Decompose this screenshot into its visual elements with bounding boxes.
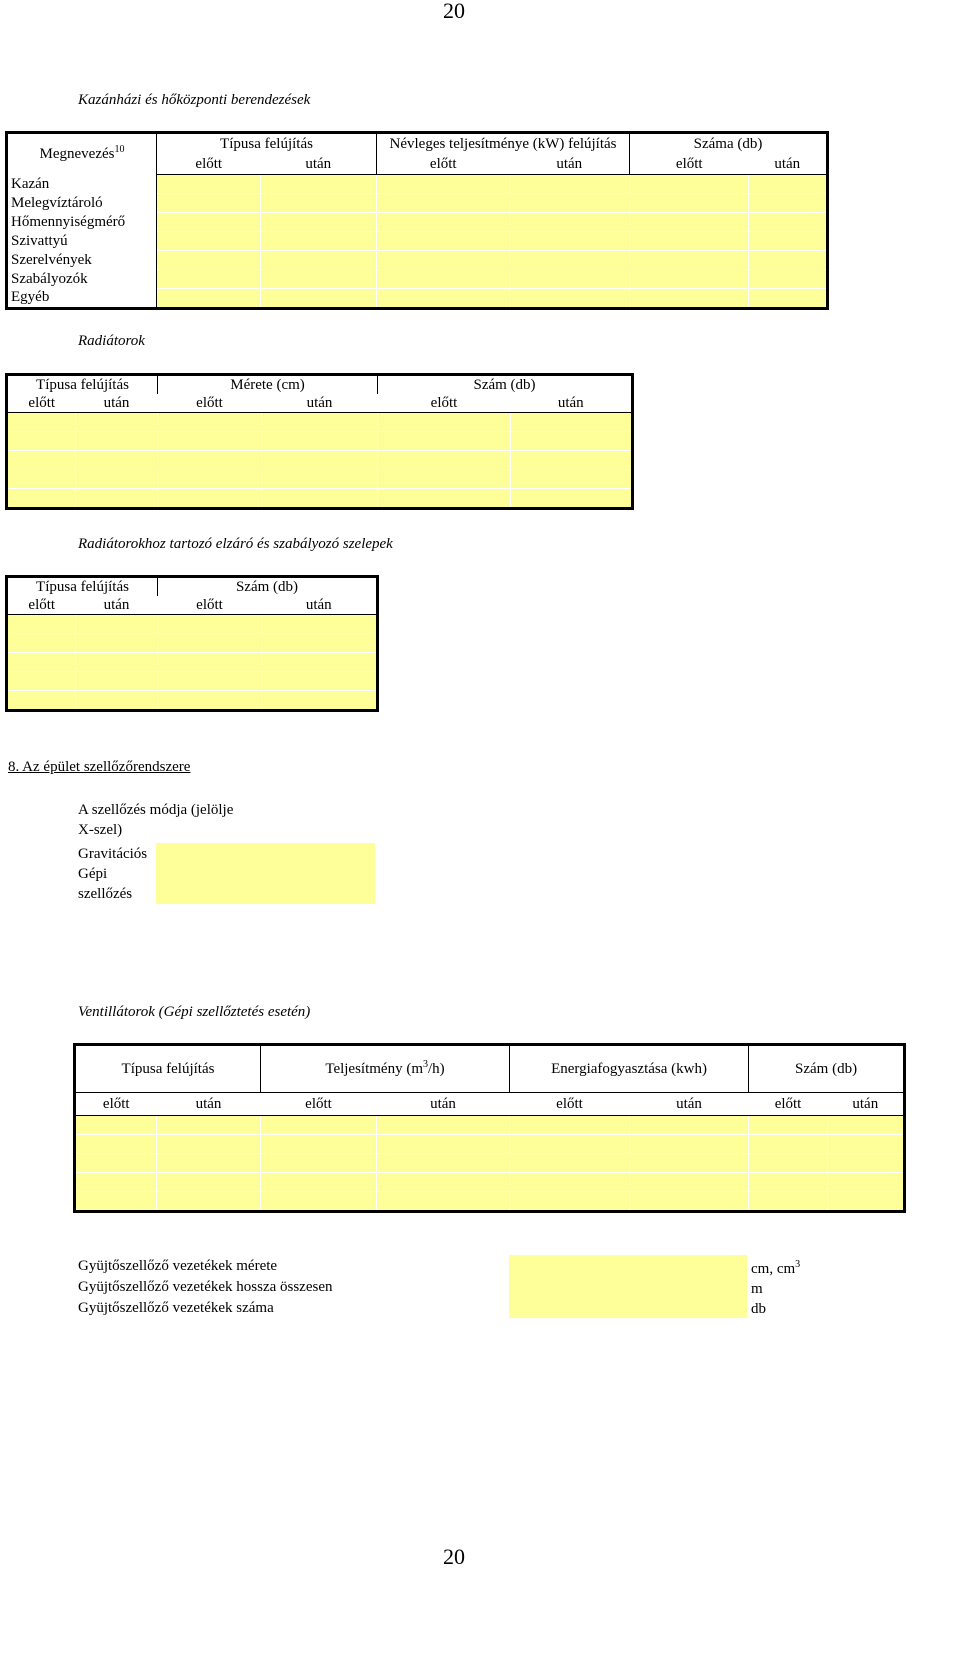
input-cell[interactable]	[510, 212, 630, 231]
fans-sub-header: után	[157, 1093, 261, 1116]
radiators-sub-header: után	[262, 394, 378, 413]
boiler-table	[5, 131, 829, 310]
input-cell[interactable]	[511, 489, 633, 509]
input-cell[interactable]	[510, 1192, 630, 1212]
gravity-ventilation-field[interactable]	[156, 843, 375, 863]
boiler-body	[7, 174, 828, 308]
input-cell[interactable]	[7, 413, 76, 432]
input-cell[interactable]	[75, 1154, 157, 1173]
input-cell[interactable]	[749, 288, 828, 308]
input-cell[interactable]	[510, 250, 630, 269]
input-cell[interactable]	[630, 288, 749, 308]
input-cell[interactable]	[75, 1116, 157, 1135]
input-cell[interactable]	[76, 691, 158, 711]
input-cell[interactable]	[261, 212, 377, 231]
duct-length-unit: m	[751, 1281, 763, 1297]
input-cell[interactable]	[749, 1116, 828, 1135]
input-cell[interactable]	[377, 250, 510, 269]
duct-count-field[interactable]	[509, 1297, 747, 1318]
mechanical-ventilation-label: Gépi	[78, 866, 108, 882]
fans-group-type: Típusa felújítás	[75, 1045, 261, 1093]
input-cell[interactable]	[828, 1154, 905, 1173]
input-cell[interactable]	[749, 193, 828, 212]
table-row	[7, 174, 828, 193]
input-cell[interactable]	[377, 1173, 510, 1192]
valves-section-title: Radiátorokhoz tartozó elzáró és szabályozó szelepek	[78, 536, 393, 552]
radiators-body	[7, 413, 633, 509]
input-cell[interactable]	[157, 1116, 261, 1135]
duct-length-field[interactable]	[509, 1276, 747, 1297]
input-cell[interactable]	[510, 269, 630, 288]
input-cell[interactable]	[377, 212, 510, 231]
input-cell[interactable]	[630, 1135, 749, 1154]
input-cell[interactable]	[377, 288, 510, 308]
table-row	[7, 451, 633, 470]
input-cell[interactable]	[158, 413, 262, 432]
input-cell[interactable]	[828, 1173, 905, 1192]
table-row	[7, 413, 633, 432]
input-cell[interactable]	[157, 174, 261, 193]
valves-sub-header: előtt	[7, 596, 76, 615]
table-row	[7, 691, 378, 711]
boiler-section-title: Kazánházi és hőközponti berendezések	[78, 92, 311, 108]
input-cell[interactable]	[749, 231, 828, 250]
fans-table	[73, 1043, 906, 1213]
input-cell[interactable]	[261, 174, 377, 193]
input-cell[interactable]	[377, 269, 510, 288]
radiators-group-type: Típusa felújítás	[7, 375, 158, 395]
radiators-sub-header: előtt	[158, 394, 262, 413]
table-row	[7, 231, 828, 250]
input-cell[interactable]	[510, 193, 630, 212]
input-cell[interactable]	[511, 451, 633, 470]
input-cell[interactable]	[262, 653, 378, 672]
fans-group-performance: Teljesítmény $(m^3/h)$	[261, 1045, 510, 1093]
boiler-sub-header: előtt	[630, 154, 749, 174]
radiators-group-size: Mérete (cm)	[158, 375, 378, 395]
input-cell[interactable]	[630, 1116, 749, 1135]
input-cell[interactable]	[261, 269, 377, 288]
input-cell[interactable]	[261, 250, 377, 269]
gravity-ventilation-label: Gravitációs	[78, 846, 148, 862]
input-cell[interactable]	[378, 489, 511, 509]
table-row	[75, 1116, 905, 1135]
table-row	[7, 615, 378, 634]
input-cell[interactable]	[630, 231, 749, 250]
input-cell[interactable]	[7, 634, 76, 653]
input-cell[interactable]	[262, 691, 378, 711]
duct-size-label: Gyüjtőszellőző vezetékek mérete	[78, 1258, 278, 1274]
input-cell[interactable]	[157, 1154, 261, 1173]
input-cell[interactable]	[630, 1154, 749, 1173]
fans-section-title: Ventillátorok (Gépi szellőztetés esetén)	[78, 1004, 311, 1020]
input-cell[interactable]	[510, 174, 630, 193]
duct-count-unit: db	[751, 1301, 766, 1317]
fans-sub-header: előtt	[749, 1093, 828, 1116]
row-label: Hőmennyiségmérő	[7, 212, 157, 231]
input-cell[interactable]	[7, 470, 76, 489]
input-cell[interactable]	[157, 288, 261, 308]
input-cell[interactable]	[630, 1192, 749, 1212]
input-cell[interactable]	[7, 672, 76, 691]
valves-body	[7, 615, 378, 711]
input-cell[interactable]	[7, 451, 76, 470]
radiators-section-title: Radiátorok	[78, 333, 145, 349]
input-cell[interactable]	[76, 470, 158, 489]
input-cell[interactable]	[261, 1135, 377, 1154]
input-cell[interactable]	[158, 615, 262, 634]
boiler-sub-header: előtt	[157, 154, 261, 174]
valves-group-type: Típusa felújítás	[7, 577, 158, 597]
input-cell[interactable]	[828, 1135, 905, 1154]
input-cell[interactable]	[262, 615, 378, 634]
table-row	[7, 634, 378, 653]
input-cell[interactable]	[7, 615, 76, 634]
table-row	[7, 250, 828, 269]
input-cell[interactable]	[75, 1192, 157, 1212]
mechanical-ventilation-label: szellőzés	[78, 886, 133, 902]
input-cell[interactable]	[377, 1192, 510, 1212]
table-row	[7, 672, 378, 691]
input-cell[interactable]	[262, 470, 378, 489]
input-cell[interactable]	[158, 451, 262, 470]
page-number-top: 20	[443, 0, 465, 23]
table-row	[75, 1154, 905, 1173]
input-cell[interactable]	[828, 1192, 905, 1212]
valves-sub-header: után	[262, 596, 378, 615]
input-cell[interactable]	[749, 250, 828, 269]
input-cell[interactable]	[630, 1173, 749, 1192]
radiators-group-count: Szám (db)	[473, 377, 536, 393]
input-cell[interactable]	[510, 288, 630, 308]
input-cell[interactable]	[76, 413, 158, 432]
table-row	[75, 1192, 905, 1212]
duct-size-field[interactable]	[509, 1255, 747, 1276]
input-cell[interactable]	[262, 451, 378, 470]
input-cell[interactable]	[261, 1173, 377, 1192]
table-row	[75, 1173, 905, 1192]
input-cell[interactable]	[158, 489, 262, 509]
fans-sub-header: után	[377, 1093, 510, 1116]
table-row	[7, 193, 828, 212]
input-cell[interactable]	[157, 1135, 261, 1154]
input-cell[interactable]	[158, 653, 262, 672]
radiators-table	[5, 373, 634, 510]
row-label: Kazán	[7, 174, 157, 193]
input-cell[interactable]	[157, 193, 261, 212]
boiler-name-header: Megnevezés$^{10}$	[7, 133, 157, 175]
input-cell[interactable]	[75, 1135, 157, 1154]
input-cell[interactable]	[511, 470, 633, 489]
input-cell[interactable]	[158, 691, 262, 711]
input-cell[interactable]	[511, 432, 633, 451]
input-cell[interactable]	[261, 1192, 377, 1212]
input-cell[interactable]	[378, 470, 511, 489]
input-cell[interactable]	[261, 193, 377, 212]
input-cell[interactable]	[630, 174, 749, 193]
input-cell[interactable]	[262, 413, 378, 432]
fans-group-energy: Energiafogyasztása (kwh)	[510, 1045, 749, 1093]
input-cell[interactable]	[377, 231, 510, 250]
table-row	[7, 653, 378, 672]
table-row	[7, 489, 633, 509]
input-cell[interactable]	[377, 193, 510, 212]
input-cell[interactable]	[76, 672, 158, 691]
input-cell[interactable]	[510, 1173, 630, 1192]
input-cell[interactable]	[76, 432, 158, 451]
input-cell[interactable]	[262, 489, 378, 509]
boiler-sub-header: után	[749, 154, 828, 174]
row-label: Szabályozók	[7, 269, 157, 288]
input-cell[interactable]	[630, 212, 749, 231]
input-cell[interactable]	[76, 451, 158, 470]
input-cell[interactable]	[377, 1154, 510, 1173]
valves-table	[5, 575, 379, 712]
fans-group-count: Szám (db)	[749, 1045, 905, 1093]
boiler-sub-header: után	[510, 154, 630, 174]
input-cell[interactable]	[749, 1173, 828, 1192]
boiler-group-count: Száma (db)	[693, 135, 763, 152]
boiler-group-type: Típusa felújítás	[157, 133, 377, 154]
input-cell[interactable]	[630, 193, 749, 212]
input-cell[interactable]	[76, 615, 158, 634]
input-cell[interactable]	[261, 288, 377, 308]
fans-sub-header: után	[630, 1093, 749, 1116]
input-cell[interactable]	[630, 250, 749, 269]
page-number-bottom: 20	[443, 1544, 465, 1569]
input-cell[interactable]	[7, 653, 76, 672]
input-cell[interactable]	[157, 1192, 261, 1212]
radiators-sub-header: előtt	[378, 394, 511, 413]
duct-count-label: Gyüjtőszellőző vezetékek száma	[78, 1300, 274, 1316]
valves-sub-header: előtt	[158, 596, 262, 615]
input-cell[interactable]	[157, 250, 261, 269]
duct-length-label: Gyüjtőszellőző vezetékek hossza összesen	[78, 1279, 333, 1295]
input-cell[interactable]	[158, 432, 262, 451]
input-cell[interactable]	[261, 1116, 377, 1135]
row-label: Egyéb	[7, 288, 157, 308]
fans-sub-header: után	[828, 1093, 905, 1116]
radiators-sub-header: előtt	[7, 394, 76, 413]
boiler-group-power: Névleges teljesítménye (kW) felújítás	[377, 133, 630, 154]
input-cell[interactable]	[511, 413, 633, 432]
radiators-sub-header: után	[511, 394, 633, 413]
valves-group-count: Szám (db)	[235, 579, 299, 595]
input-cell[interactable]	[378, 432, 511, 451]
input-cell[interactable]	[510, 1135, 630, 1154]
input-cell[interactable]	[749, 174, 828, 193]
input-cell[interactable]	[262, 672, 378, 691]
input-cell[interactable]	[630, 269, 749, 288]
input-cell[interactable]	[377, 1135, 510, 1154]
input-cell[interactable]	[510, 1154, 630, 1173]
input-cell[interactable]	[75, 1173, 157, 1192]
input-cell[interactable]	[828, 1116, 905, 1135]
input-cell[interactable]	[262, 634, 378, 653]
input-cell[interactable]	[158, 634, 262, 653]
input-cell[interactable]	[377, 1116, 510, 1135]
input-cell[interactable]	[158, 470, 262, 489]
input-cell[interactable]	[76, 653, 158, 672]
input-cell[interactable]	[157, 212, 261, 231]
input-cell[interactable]	[76, 489, 158, 509]
table-row	[7, 432, 633, 451]
input-cell[interactable]	[749, 1135, 828, 1154]
row-label: Szerelvények	[7, 250, 157, 269]
input-cell[interactable]	[749, 1154, 828, 1173]
input-cell[interactable]	[510, 1116, 630, 1135]
fans-sub-header: előtt	[261, 1093, 377, 1116]
row-label: Melegvíztároló	[7, 193, 157, 212]
input-cell[interactable]	[7, 691, 76, 711]
table-row	[7, 470, 633, 489]
input-cell[interactable]	[749, 269, 828, 288]
fans-sub-header: előtt	[75, 1093, 157, 1116]
input-cell[interactable]	[7, 489, 76, 509]
input-cell[interactable]	[157, 231, 261, 250]
input-cell[interactable]	[76, 634, 158, 653]
input-cell[interactable]	[157, 1173, 261, 1192]
input-cell[interactable]	[7, 432, 76, 451]
valves-sub-header: után	[76, 596, 158, 615]
input-cell[interactable]	[749, 1192, 828, 1212]
ventilation-section-title: 8. Az épület szellőzőrendszere	[8, 759, 191, 775]
input-cell[interactable]	[510, 231, 630, 250]
boiler-sub-header: előtt	[377, 154, 510, 174]
duct-size-unit: cm, $cm^3$	[751, 1259, 801, 1277]
input-cell[interactable]	[378, 413, 511, 432]
boiler-sub-header: után	[261, 154, 377, 174]
table-row	[75, 1135, 905, 1154]
table-row	[7, 269, 828, 288]
input-cell[interactable]	[378, 451, 511, 470]
ventilation-mode-label: X-szel)	[78, 822, 123, 838]
table-row	[7, 212, 828, 231]
mechanical-ventilation-field[interactable]	[156, 863, 375, 904]
input-cell[interactable]	[261, 1154, 377, 1173]
input-cell[interactable]	[377, 174, 510, 193]
input-cell[interactable]	[158, 672, 262, 691]
input-cell[interactable]	[749, 212, 828, 231]
radiators-sub-header: után	[76, 394, 158, 413]
input-cell[interactable]	[262, 432, 378, 451]
row-label: Szivattyú	[7, 231, 157, 250]
input-cell[interactable]	[157, 269, 261, 288]
fans-body	[75, 1116, 905, 1212]
input-cell[interactable]	[261, 231, 377, 250]
fans-sub-header: előtt	[510, 1093, 630, 1116]
ventilation-mode-label: A szellőzés módja (jelölje	[78, 802, 234, 818]
table-row	[7, 288, 828, 308]
